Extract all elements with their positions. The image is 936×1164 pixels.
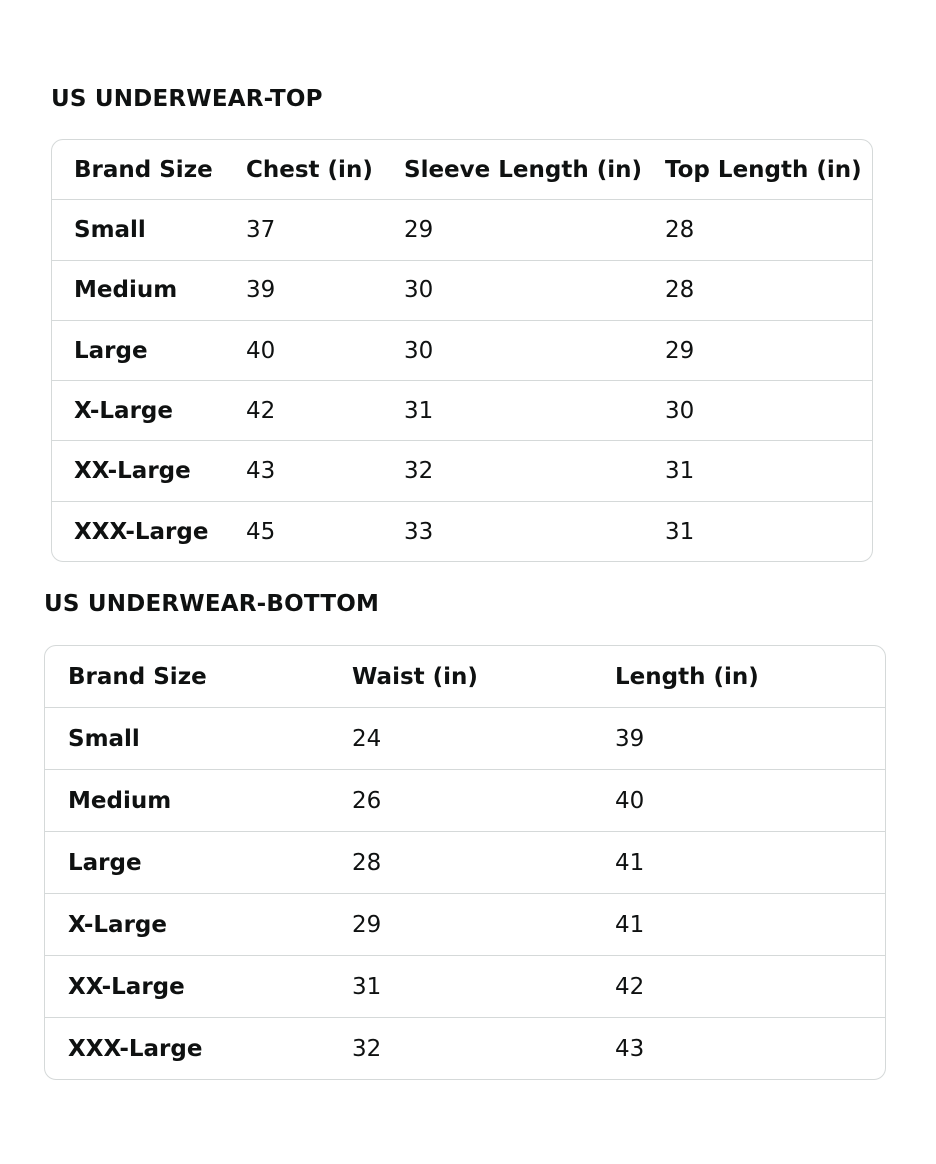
table-cell: 24 <box>352 725 382 752</box>
table-row <box>52 502 872 562</box>
table-row <box>52 441 872 501</box>
column-header: Sleeve Length (in) <box>404 156 642 183</box>
size-label: Medium <box>74 277 178 304</box>
table-row <box>45 708 885 770</box>
top-size-chart-title: US UNDERWEAR-TOP <box>51 86 323 112</box>
table-cell: 28 <box>665 277 695 304</box>
size-label: X-Large <box>74 397 173 424</box>
table-row <box>45 894 885 956</box>
table-cell: 39 <box>246 277 276 304</box>
size-label: Large <box>74 337 148 364</box>
table-cell: 32 <box>404 458 434 485</box>
table-row <box>52 381 872 441</box>
size-label: X-Large <box>68 911 167 938</box>
table-cell: 41 <box>615 911 645 938</box>
table-cell: 29 <box>352 911 382 938</box>
size-label: Small <box>68 725 140 752</box>
column-header: Top Length (in) <box>665 156 862 183</box>
size-label: Small <box>74 216 146 243</box>
table-header-row <box>52 140 872 200</box>
bottom-size-chart-table <box>44 645 886 1080</box>
top-size-chart-table <box>51 139 873 562</box>
column-header: Chest (in) <box>246 156 373 183</box>
table-cell: 30 <box>404 337 434 364</box>
table-cell: 28 <box>665 216 695 243</box>
size-label: XX-Large <box>68 973 185 1000</box>
table-cell: 31 <box>404 397 434 424</box>
bottom-size-chart-title: US UNDERWEAR-BOTTOM <box>44 591 380 617</box>
table-row <box>45 956 885 1018</box>
table-cell: 26 <box>352 787 382 814</box>
table-row <box>52 261 872 321</box>
column-header: Brand Size <box>68 663 207 690</box>
table-cell: 33 <box>404 518 434 545</box>
table-cell: 30 <box>404 277 434 304</box>
table-cell: 40 <box>615 787 645 814</box>
table-row <box>45 832 885 894</box>
table-cell: 30 <box>665 397 695 424</box>
table-header-row <box>45 646 885 708</box>
table-cell: 29 <box>404 216 434 243</box>
column-header: Length (in) <box>615 663 759 690</box>
table-cell: 28 <box>352 849 382 876</box>
table-row <box>52 200 872 260</box>
table-cell: 43 <box>615 1036 645 1062</box>
table-cell: 41 <box>615 849 645 876</box>
column-header: Brand Size <box>74 156 213 183</box>
table-cell: 42 <box>615 973 645 1000</box>
table-cell: 31 <box>352 973 382 1000</box>
table-cell: 39 <box>615 725 645 752</box>
table-row <box>52 321 872 381</box>
table-cell: 40 <box>246 337 276 364</box>
table-cell: 32 <box>352 1036 382 1062</box>
size-label: XXX-Large <box>68 1036 203 1062</box>
size-label: Medium <box>68 787 172 814</box>
table-cell: 45 <box>246 518 276 545</box>
table-row <box>45 770 885 832</box>
table-cell: 42 <box>246 397 276 424</box>
table-cell: 31 <box>665 458 695 485</box>
table-cell: 43 <box>246 458 276 485</box>
size-label: Large <box>68 849 142 876</box>
table-cell: 37 <box>246 216 276 243</box>
table-cell: 29 <box>665 337 695 364</box>
size-label: XXX-Large <box>74 518 209 545</box>
table-row <box>45 1018 885 1080</box>
size-label: XX-Large <box>74 458 191 485</box>
table-cell: 31 <box>665 518 695 545</box>
column-header: Waist (in) <box>352 663 478 690</box>
